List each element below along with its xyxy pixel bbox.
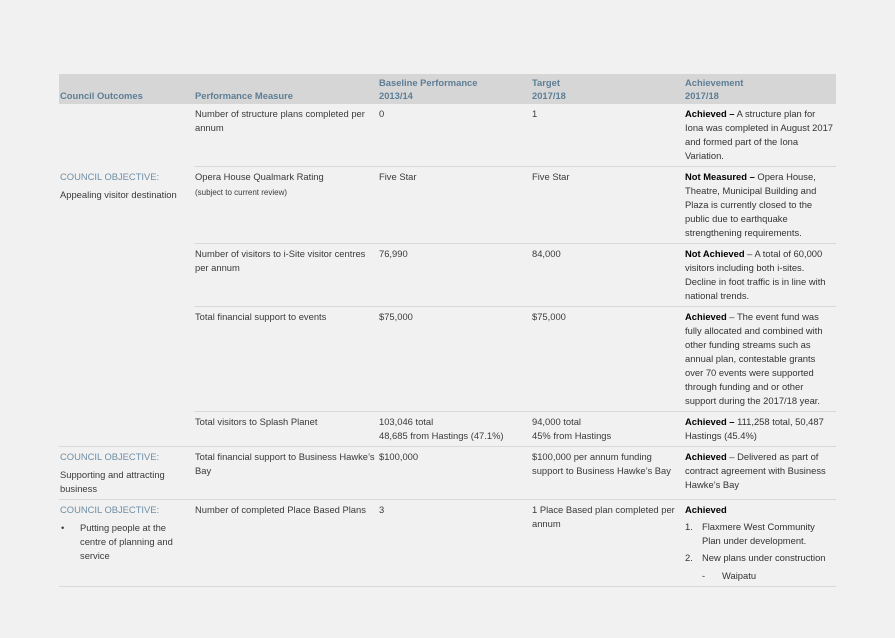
achievement-cell: Achieved – 111,258 total, 50,487 Hastings (45.4%) (684, 412, 836, 447)
baseline-cell: Five Star (378, 167, 531, 244)
table-row (59, 167, 836, 244)
table-row (59, 307, 836, 412)
dash-icon: - (702, 570, 706, 581)
outcome-cell (59, 244, 194, 307)
table-header-row (59, 74, 836, 104)
measure-cell: Number of visitors to i-Site visitor centres per annum (194, 244, 378, 307)
baseline-cell: 76,990 (378, 244, 531, 307)
target-cell: 84,000 (531, 244, 684, 307)
achievement-status: Achieved (685, 504, 727, 515)
header-council-outcomes: Council Outcomes (59, 74, 194, 104)
baseline-cell: 0 (378, 104, 531, 167)
council-objective-label: COUNCIL OBJECTIVE: (60, 504, 160, 515)
bullet-icon: • (61, 522, 65, 533)
outcome-cell (59, 412, 194, 447)
header-performance-measure: Performance Measure (194, 74, 378, 104)
measure-cell: Number of completed Place Based Plans (194, 500, 378, 587)
achievement-status: Not Achieved (685, 248, 745, 259)
council-objective-label: COUNCIL OBJECTIVE: (60, 170, 160, 182)
table-row (59, 447, 836, 500)
header-achievement: Achievement 2017/18 (684, 74, 836, 104)
achievement-cell: Achieved – The event fund was fully allocated and combined with other funding streams such as annual plan, contestable grants over 70 events were supported through funding and or other support during the 2017/18 year. (684, 307, 836, 412)
baseline-cell: 103,046 total 48,685 from Hastings (47.1%) (378, 412, 531, 447)
target-cell: 94,000 total 45% from Hastings (531, 412, 684, 447)
council-objective-text: Appealing visitor destination (60, 188, 177, 200)
list-item: 2. New plans under construction (685, 552, 826, 563)
achievement-cell: Not Measured – Opera House, Theatre, Municipal Building and Plaza is currently closed to the public due to earthquake strengthening requirements. (684, 167, 836, 244)
baseline-cell: 3 (378, 500, 531, 587)
achievement-cell (684, 500, 836, 587)
achievement-status: Achieved – (685, 108, 735, 119)
measure-cell: Opera House Qualmark Rating (subject to current review) (194, 167, 378, 244)
plans-list (685, 520, 834, 565)
list-item: 1. Flaxmere West Community Plan under development. (685, 521, 815, 546)
achievement-cell: Not Achieved – A total of 60,000 visitors including both i-sites. Decline in foot traffic is in line with national trends. (684, 244, 836, 307)
measure-cell: Total visitors to Splash Planet (194, 412, 378, 447)
objective-bullet-item (60, 521, 192, 563)
outcome-cell (59, 500, 194, 587)
target-cell: 1 Place Based plan completed per annum (531, 500, 684, 587)
target-cell: $100,000 per annum funding support to Business Hawke’s Bay (531, 447, 684, 500)
measure-cell: Total financial support to Business Hawke’s Bay (194, 447, 378, 500)
table-row (59, 244, 836, 307)
outcome-cell (59, 167, 194, 244)
target-cell: $75,000 (531, 307, 684, 412)
sub-list-item: - Waipatu (702, 570, 757, 581)
achievement-status: Achieved (685, 311, 727, 322)
baseline-cell: $100,000 (378, 447, 531, 500)
council-objective-text: Putting people at the centre of planning and service (80, 522, 173, 561)
performance-table (59, 74, 836, 587)
achievement-cell: Achieved – Delivered as part of contract agreement with Business Hawke’s Bay (684, 447, 836, 500)
header-baseline: Baseline Performance 2013/14 (378, 74, 531, 104)
target-cell: Five Star (531, 167, 684, 244)
achievement-status: Achieved (685, 451, 727, 462)
outcome-cell (59, 447, 194, 500)
baseline-cell: $75,000 (378, 307, 531, 412)
council-objective-text: Supporting and attracting business (60, 469, 165, 494)
achievement-status: Achieved – (685, 416, 735, 427)
outcome-cell (59, 307, 194, 412)
achievement-status: Not Measured – (685, 171, 755, 182)
target-cell: 1 (531, 104, 684, 167)
table-row (59, 500, 836, 587)
table-row (59, 104, 836, 167)
header-target: Target 2017/18 (531, 74, 684, 104)
measure-note: (subject to current review) (195, 188, 288, 197)
measure-cell: Number of structure plans completed per annum (194, 104, 378, 167)
achievement-cell: Achieved – A structure plan for Iona was completed in August 2017 and formed part of the Iona Variation. (684, 104, 836, 167)
council-objective-label: COUNCIL OBJECTIVE: (60, 451, 160, 462)
measure-cell: Total financial support to events (194, 307, 378, 412)
outcome-cell (59, 104, 194, 167)
table-row (59, 412, 836, 447)
